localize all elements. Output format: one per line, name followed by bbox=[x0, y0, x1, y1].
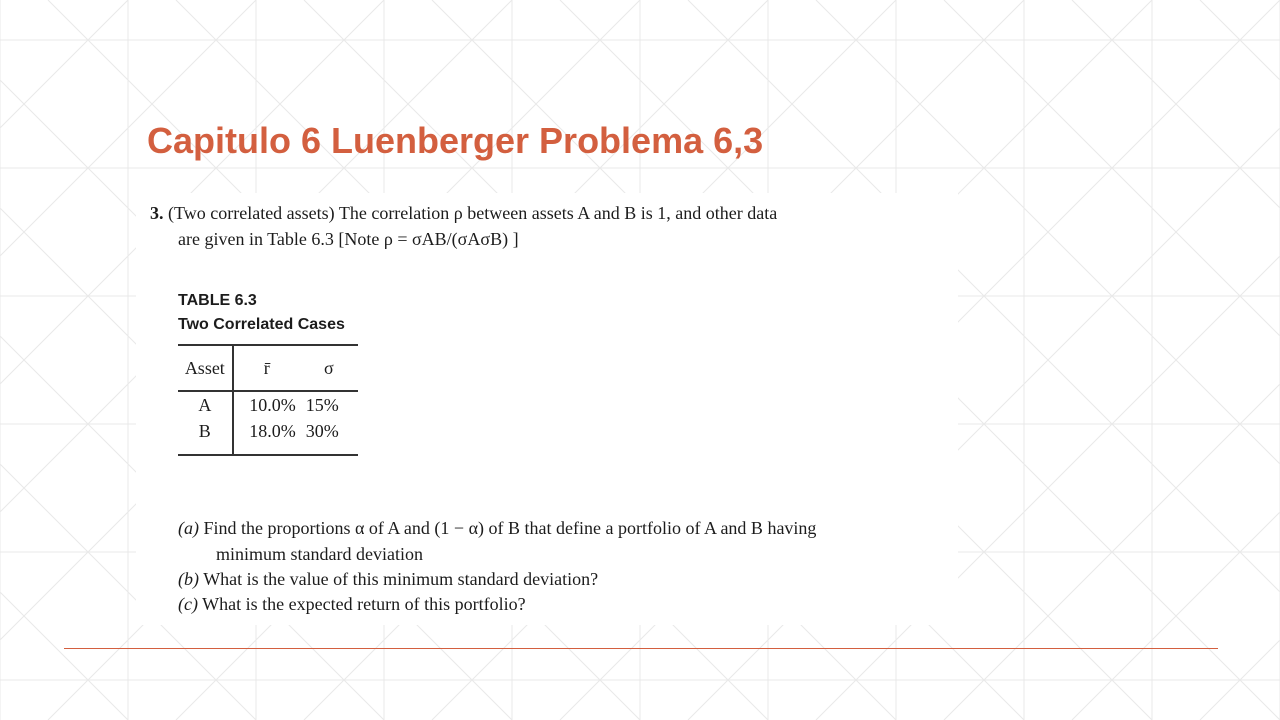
pattern-line bbox=[1200, 0, 1280, 720]
problem-line-1 bbox=[150, 203, 777, 224]
header-sigma: σ bbox=[324, 357, 334, 378]
question-text: What is the expected return of this portfolio? bbox=[202, 594, 526, 614]
question-text: What is the value of this minimum standard deviation? bbox=[203, 569, 599, 589]
pattern-line bbox=[1200, 0, 1280, 720]
question-a bbox=[178, 518, 816, 539]
question-label: (c) bbox=[178, 594, 198, 614]
problem-scan bbox=[136, 193, 958, 625]
slide-title: Capitulo 6 Luenberger Problema 6,3 bbox=[147, 120, 764, 161]
cell-expected-return: 10.0% bbox=[249, 394, 296, 415]
question-a-continued bbox=[216, 544, 423, 565]
question-c bbox=[178, 594, 526, 615]
header-asset: Asset bbox=[178, 345, 233, 391]
footer-divider bbox=[64, 648, 1218, 649]
pattern-line bbox=[944, 0, 1280, 720]
problem-statement-line-2: are given in Table 6.3 [Note ρ = σAB/(σAσB) ] bbox=[178, 229, 519, 249]
question-text: Find the proportions α of A and (1 − α) of B that define a portfolio of A and B having bbox=[203, 518, 817, 538]
header-expected-return: r̄ bbox=[263, 357, 270, 378]
pattern-line bbox=[944, 0, 1280, 720]
table-header-row bbox=[178, 345, 358, 391]
table-row bbox=[178, 418, 358, 455]
cell-sigma: 15% bbox=[305, 394, 339, 415]
question-b bbox=[178, 569, 598, 590]
cell-asset: B bbox=[178, 418, 233, 455]
pattern-line bbox=[0, 0, 128, 720]
problem-statement-line-1: (Two correlated assets) The correlation ρ between assets A and B is 1, and other data bbox=[168, 203, 778, 223]
cell-asset: A bbox=[178, 391, 233, 418]
table-caption bbox=[178, 289, 345, 337]
table-row bbox=[178, 391, 358, 418]
question-label: (a) bbox=[178, 518, 199, 538]
table-title: Two Correlated Cases bbox=[178, 316, 345, 333]
problem-number: 3. bbox=[150, 203, 164, 223]
cell-sigma: 30% bbox=[305, 420, 339, 441]
question-text: minimum standard deviation bbox=[216, 544, 423, 564]
cell-expected-return: 18.0% bbox=[249, 420, 296, 441]
table-label: TABLE 6.3 bbox=[178, 292, 257, 309]
pattern-line bbox=[0, 0, 128, 720]
question-label: (b) bbox=[178, 569, 199, 589]
data-table bbox=[178, 344, 358, 456]
